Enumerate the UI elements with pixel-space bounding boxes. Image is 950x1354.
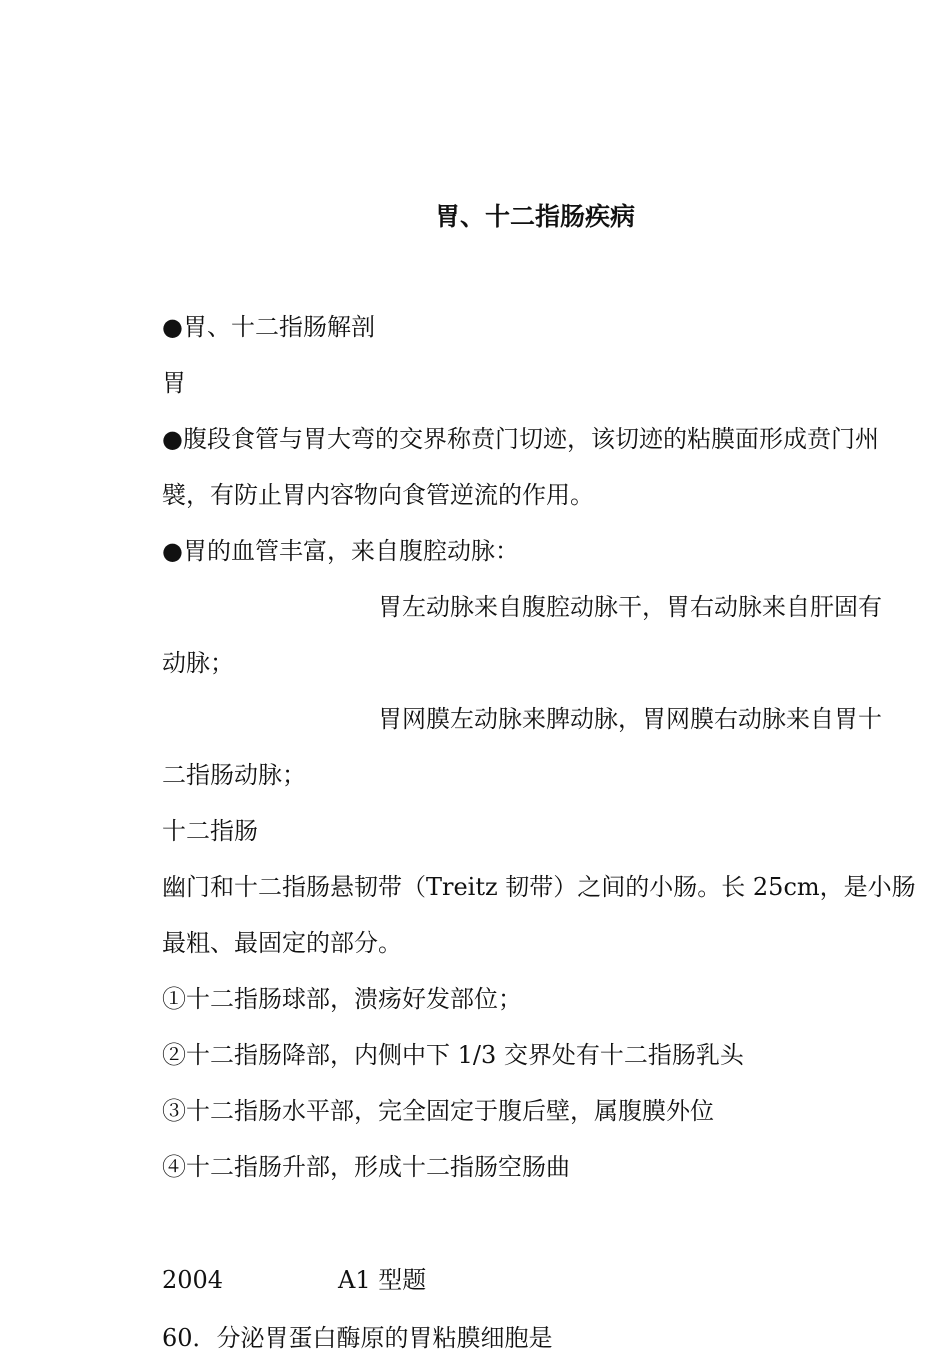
paragraph-line: 最粗、最固定的部分。 <box>162 929 402 957</box>
paragraph-line: 动脉； <box>162 649 234 677</box>
list-item: ③十二指肠水平部，完全固定于腹后壁，属腹膜外位 <box>162 1097 714 1125</box>
list-item: ②十二指肠降部，内侧中下 1/3 交界处有十二指肠乳头 <box>162 1041 744 1069</box>
exam-question: 60．分泌胃蛋白酶原的胃粘膜细胞是 <box>162 1324 553 1352</box>
paragraph-line: ●胃的血管丰富，来自腹腔动脉： <box>162 537 519 565</box>
page-title: 胃、十二指肠疾病 <box>434 202 635 231</box>
exam-year: 2004 <box>162 1266 224 1294</box>
paragraph-line: 幽门和十二指肠悬韧带（Treitz 韧带）之间的小肠。长 25cm，是小肠 <box>162 873 916 901</box>
paragraph-line: 二指肠动脉； <box>162 761 306 789</box>
paragraph-line: ●腹段食管与胃大弯的交界称贲门切迹，该切迹的粘膜面形成贲门州 <box>162 425 879 453</box>
paragraph-line-indented: 胃左动脉来自腹腔动脉干，胃右动脉来自肝固有 <box>378 593 882 621</box>
paragraph-line: 襞，有防止胃内容物向食管逆流的作用。 <box>162 481 594 509</box>
section-heading-anatomy: ●胃、十二指肠解剖 <box>162 313 375 341</box>
paragraph-line-indented: 胃网膜左动脉来脾动脉，胃网膜右动脉来自胃十 <box>378 705 882 733</box>
subheading-stomach: 胃 <box>162 369 186 397</box>
list-item: ①十二指肠球部，溃疡好发部位； <box>162 985 522 1013</box>
subheading-duodenum: 十二指肠 <box>162 817 258 845</box>
exam-header <box>162 1264 426 1296</box>
list-item: ④十二指肠升部，形成十二指肠空肠曲 <box>162 1153 570 1181</box>
exam-type: A1 型题 <box>338 1266 427 1294</box>
